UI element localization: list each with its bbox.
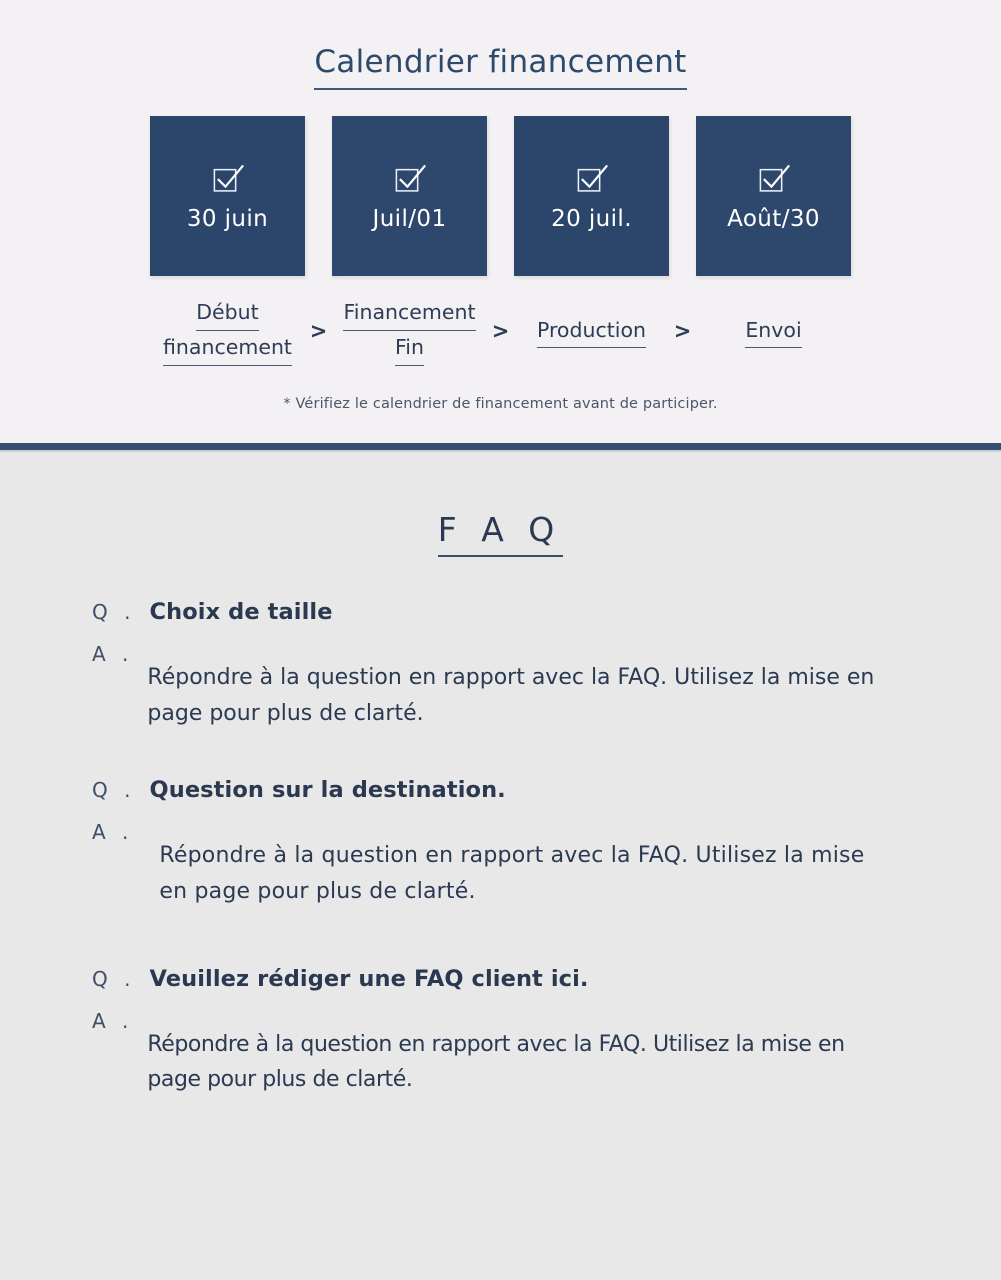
- faq-item-2: [92, 777, 909, 909]
- checkbox-checked-icon: [393, 162, 427, 196]
- chevron-right-icon: >: [673, 318, 692, 343]
- step-label-line2: financement: [163, 331, 292, 366]
- faq-question-text: Question sur la destination.: [149, 777, 506, 804]
- date-box-2: [332, 116, 487, 276]
- date-box-3: [514, 116, 669, 276]
- schedule-footnote: * Vérifiez le calendrier de financement avant de participer.: [283, 395, 718, 412]
- funding-schedule-section: [0, 0, 1001, 452]
- faq-answer-row: [92, 820, 909, 909]
- step-label-line1: Production: [537, 314, 646, 349]
- faq-question-text: Choix de taille: [149, 599, 333, 625]
- faq-item-3: [92, 966, 909, 1098]
- date-label: 30 juin: [186, 205, 269, 232]
- date-label: Août/30: [727, 205, 820, 232]
- question-marker: Q .: [92, 600, 136, 624]
- faq-answer-text: Répondre à la question en rapport avec la FAQ. Utilisez la mise en page pour plus de clarté.: [147, 1031, 845, 1093]
- faq-answer-text: Répondre à la question en rapport avec la FAQ. Utilisez la mise en page pour plus de clarté.: [159, 843, 865, 904]
- step-3: [514, 314, 669, 349]
- question-marker: Q .: [92, 966, 136, 991]
- date-box-4: [696, 116, 851, 276]
- faq-question-row: [92, 966, 909, 993]
- step-2: [332, 296, 487, 366]
- faq-item-1: [92, 599, 909, 731]
- date-box-row: [0, 116, 1001, 276]
- answer-marker: A .: [92, 1008, 134, 1033]
- page-title-text: Calendrier financement: [314, 44, 686, 90]
- date-label: Juil/01: [372, 205, 447, 232]
- page-title: [0, 44, 1001, 90]
- step-label-line2: Fin: [395, 331, 424, 366]
- checkbox-checked-icon: [757, 162, 791, 196]
- faq-answer-text: Répondre à la question en rapport avec la FAQ. Utilisez la mise en page pour plus de clarté.: [147, 665, 875, 726]
- faq-question-row: [92, 777, 909, 804]
- checkbox-checked-icon: [211, 162, 245, 196]
- checkbox-checked-icon: [575, 162, 609, 196]
- question-marker: Q .: [92, 778, 136, 803]
- date-box-1: [150, 116, 305, 276]
- date-label: 20 juil.: [551, 205, 632, 232]
- chevron-right-icon: >: [309, 318, 328, 343]
- step-label-line1: Envoi: [745, 314, 801, 349]
- faq-question-text: Veuillez rédiger une FAQ client ici.: [149, 965, 589, 992]
- step-4: [696, 314, 851, 349]
- faq-list: [0, 599, 1001, 1098]
- answer-marker: A .: [92, 642, 134, 666]
- answer-marker: A .: [92, 820, 134, 845]
- step-label-line1: Financement: [343, 296, 475, 331]
- faq-answer-row: [92, 1009, 909, 1098]
- section-divider: [0, 443, 1001, 452]
- faq-answer-row: [92, 642, 909, 731]
- faq-heading: [0, 452, 1001, 557]
- faq-heading-text: F A Q: [438, 510, 564, 557]
- faq-section: [0, 452, 1001, 1280]
- step-1: [150, 296, 305, 366]
- step-label-line1: Début: [196, 296, 258, 331]
- faq-question-row: [92, 599, 909, 626]
- chevron-right-icon: >: [491, 318, 510, 343]
- timeline-steps: [0, 296, 1001, 366]
